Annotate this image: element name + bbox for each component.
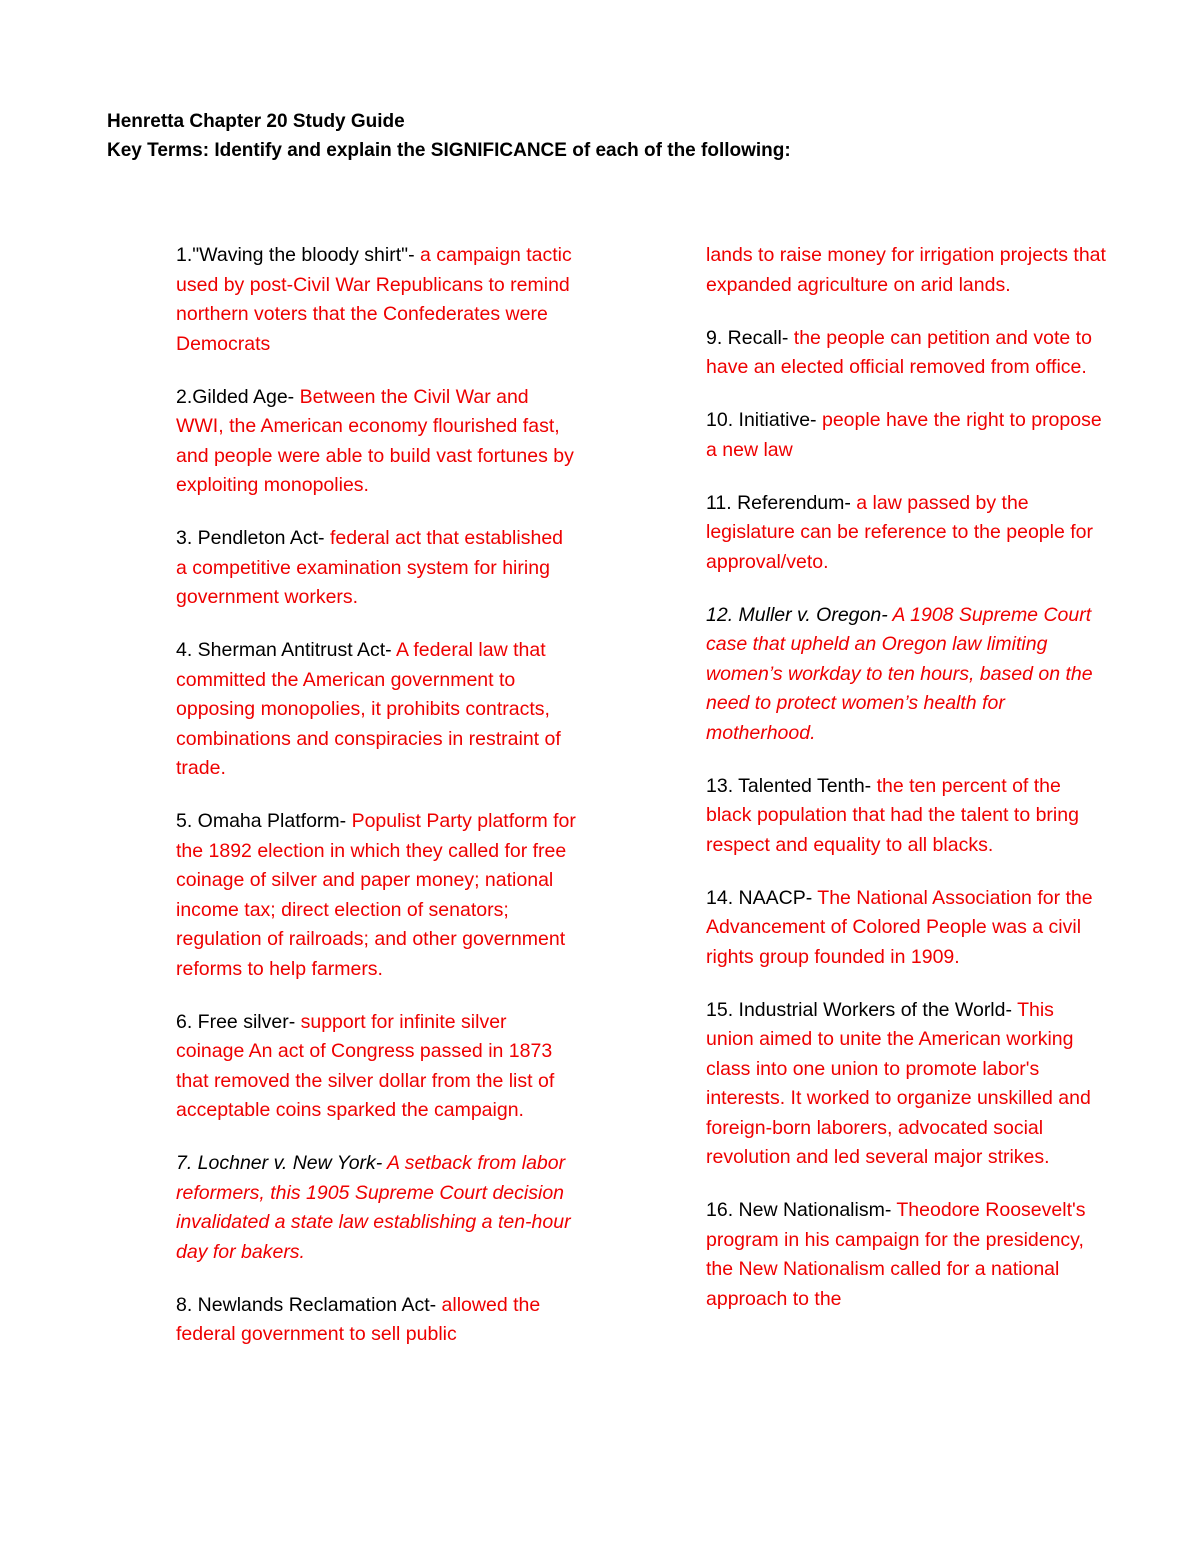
term-definition: lands to raise money for irrigation projects that expanded agriculture on arid lands. bbox=[706, 244, 1106, 296]
term-label: 8. Newlands Reclamation Act- bbox=[176, 1293, 442, 1316]
term-label: 5. Omaha Platform- bbox=[176, 810, 352, 832]
document-title: Henretta Chapter 20 Study Guide bbox=[107, 111, 405, 132]
term-definition: allowed the federal government to sell public bbox=[176, 1293, 541, 1345]
term-label: 15. Industrial Workers of the World- bbox=[706, 998, 1018, 1021]
term-entry bbox=[176, 807, 576, 984]
term-label: 6. Free silver- bbox=[176, 1010, 301, 1033]
term-definition: the ten percent of the black population that had the talent to bring respect and equality to all blacks. bbox=[706, 774, 1079, 856]
term-label: 2.Gilded Age- bbox=[176, 385, 300, 408]
term-label: 4. Sherman Antitrust Act- bbox=[176, 639, 397, 661]
term-definition: a law passed by the legislature can be reference to the people for approval/veto. bbox=[706, 491, 1094, 573]
term-entry bbox=[176, 1008, 576, 1126]
term-definition: support for infinite silver coinage An act of Congress passed in 1873 that removed the silver dollar from the list of acceptable coins sparked the campaign. bbox=[176, 1010, 555, 1121]
term-label: 12. Muller v. Oregon- bbox=[706, 603, 893, 626]
term-entry-continued bbox=[706, 241, 1106, 300]
term-definition: A setback from labor reformers, this 1905 Supreme Court decision invalidated a state law establishing a ten-hour day for bakers. bbox=[176, 1152, 571, 1263]
term-definition: federal act that established a competitive examination system for hiring government workers. bbox=[176, 527, 564, 608]
term-label: 16. New Nationalism- bbox=[706, 1199, 897, 1221]
term-definition: Populist Party platform for the 1892 election in which they called for free coinage of silver and paper money; national income tax; direct election of senators; regulation of railroads; and other government reforms to help farmers. bbox=[176, 810, 576, 980]
term-label: 10. Initiative- bbox=[706, 409, 822, 431]
term-entry bbox=[176, 1149, 576, 1267]
term-entry bbox=[706, 406, 1106, 465]
term-definition: Between the Civil War and WWI, the American economy flourished fast, and people were able to build vast fortunes by exploiting monopolies. bbox=[176, 385, 574, 496]
term-definition: Theodore Roosevelt's program in his campaign for the presidency, the New Nationalism called for a national approach to the bbox=[706, 1199, 1086, 1310]
term-entry bbox=[176, 1291, 576, 1350]
term-definition: A 1908 Supreme Court case that upheld an Oregon law limiting women’s workday to ten hours, based on the need to protect women’s health for motherhood. bbox=[706, 603, 1093, 744]
term-label: 7. Lochner v. New York- bbox=[176, 1152, 387, 1174]
term-definition: This union aimed to unite the American working class into one union to promote labor's interests. It worked to organize unskilled and foreign-born laborers, advocated social revolution and led several major strikes. bbox=[706, 998, 1091, 1168]
term-entry bbox=[706, 996, 1106, 1173]
term-entry bbox=[706, 489, 1106, 578]
term-definition: A federal law that committed the American government to opposing monopolies, it prohibits contracts, combinations and conspiracies in restraint of trade. bbox=[176, 639, 561, 779]
term-label: 13. Talented Tenth- bbox=[706, 774, 877, 797]
document-instructions: Key Terms: Identify and explain the SIGNIFICANCE of each of the following: bbox=[107, 140, 791, 161]
right-column bbox=[706, 241, 1106, 1338]
term-entry bbox=[176, 241, 576, 359]
term-entry bbox=[176, 636, 576, 784]
term-label: 14. NAACP- bbox=[706, 886, 818, 909]
term-entry bbox=[706, 601, 1106, 749]
term-label: 9. Recall- bbox=[706, 326, 794, 349]
term-entry bbox=[706, 324, 1106, 383]
term-entry bbox=[176, 524, 576, 613]
term-entry bbox=[706, 1196, 1106, 1314]
term-label: 3. Pendleton Act- bbox=[176, 527, 330, 549]
term-label: 11. Referendum- bbox=[706, 491, 857, 514]
term-definition: a campaign tactic used by post-Civil War Republicans to remind northern voters that the Confederates were Democrats bbox=[176, 244, 572, 355]
term-entry bbox=[176, 383, 576, 501]
term-definition: the people can petition and vote to have an elected official removed from office. bbox=[706, 326, 1092, 378]
left-column bbox=[176, 241, 576, 1373]
term-entry bbox=[706, 884, 1106, 973]
term-definition: people have the right to propose a new law bbox=[706, 409, 1102, 461]
term-entry bbox=[706, 772, 1106, 861]
document-header bbox=[107, 107, 1107, 165]
term-label: 1."Waving the bloody shirt"- bbox=[176, 244, 420, 266]
term-definition: The National Association for the Advancement of Colored People was a civil rights group founded in 1909. bbox=[706, 886, 1093, 968]
